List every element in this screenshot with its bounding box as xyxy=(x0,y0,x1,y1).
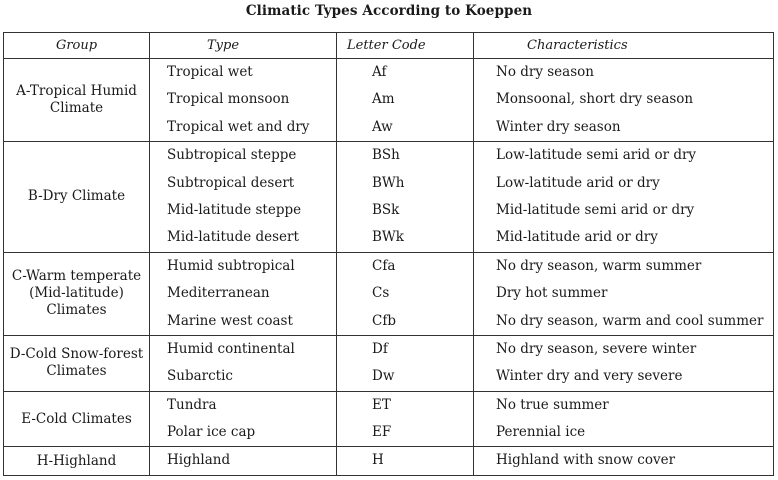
type-value: Highland xyxy=(167,452,231,469)
group-name: C-Warm temperate (Mid-latitude) Climates xyxy=(4,252,150,335)
characteristics-value: Winter dry and very severe xyxy=(496,368,683,385)
table-row xyxy=(4,447,774,475)
type-value: Mid-latitude desert xyxy=(167,229,299,246)
characteristics-value: Mid-latitude arid or dry xyxy=(496,229,658,246)
code-value: BWh xyxy=(372,174,405,191)
characteristics-value: Low-latitude arid or dry xyxy=(496,174,660,191)
code-cell xyxy=(337,391,474,447)
type-value: Subarctic xyxy=(167,368,233,385)
type-value: Marine west coast xyxy=(167,312,293,329)
type-value: Tundra xyxy=(167,396,217,413)
code-value: H xyxy=(372,452,384,469)
type-value: Tropical wet and dry xyxy=(167,118,310,135)
code-value: Cfa xyxy=(372,257,396,274)
type-cell xyxy=(150,335,337,391)
code-value: Af xyxy=(372,64,387,80)
code-value: Am xyxy=(372,91,395,108)
characteristics-value: Dry hot summer xyxy=(496,285,608,302)
type-value: Humid subtropical xyxy=(167,257,295,274)
table-row xyxy=(4,335,774,391)
type-cell xyxy=(150,142,337,253)
code-value: Cs xyxy=(372,285,390,302)
type-value: Humid continental xyxy=(167,340,295,357)
characteristics-value: No dry season, warm summer xyxy=(496,257,702,274)
group-name: E-Cold Climates xyxy=(4,391,150,447)
type-value: Tropical monsoon xyxy=(167,91,290,108)
characteristics-value: No dry season, severe winter xyxy=(496,340,697,357)
type-cell xyxy=(150,252,337,335)
code-cell xyxy=(337,252,474,335)
group-name: D-Cold Snow-forest Climates xyxy=(4,335,150,391)
characteristics-value: Highland with snow cover xyxy=(496,452,676,469)
code-value: BSh xyxy=(372,147,400,164)
characteristics-cell xyxy=(474,391,774,447)
code-value: Cfb xyxy=(372,312,396,329)
table-row xyxy=(4,252,774,335)
header-characteristics: Characteristics xyxy=(474,33,774,59)
group-name: B-Dry Climate xyxy=(4,142,150,253)
characteristics-value: No dry season xyxy=(496,64,594,80)
code-value: EF xyxy=(372,424,392,441)
code-value: BWk xyxy=(372,229,404,246)
code-cell xyxy=(337,447,474,475)
type-value: Mid-latitude steppe xyxy=(167,201,302,218)
code-value: Aw xyxy=(372,118,393,135)
header-letter-code: Letter Code xyxy=(337,33,474,59)
characteristics-value: Low-latitude semi arid or dry xyxy=(496,147,697,164)
header-row xyxy=(4,33,774,59)
code-value: Df xyxy=(372,340,388,357)
characteristics-value: Mid-latitude semi arid or dry xyxy=(496,201,695,218)
header-type: Type xyxy=(150,33,337,59)
characteristics-value: Perennial ice xyxy=(496,424,586,441)
table-title: Climatic Types According to Koeppen xyxy=(245,3,533,19)
code-cell xyxy=(337,335,474,391)
type-value: Tropical wet xyxy=(167,64,253,80)
table-row xyxy=(4,391,774,447)
group-name: H-Highland xyxy=(4,447,150,475)
koeppen-table xyxy=(3,32,774,476)
characteristics-cell xyxy=(474,447,774,475)
type-cell xyxy=(150,59,337,142)
table-row xyxy=(4,59,774,142)
characteristics-cell xyxy=(474,335,774,391)
characteristics-cell xyxy=(474,59,774,142)
type-value: Subtropical desert xyxy=(167,174,295,191)
characteristics-value: Winter dry season xyxy=(496,118,621,135)
code-value: BSk xyxy=(372,201,400,218)
characteristics-cell xyxy=(474,142,774,253)
header-group: Group xyxy=(4,33,150,59)
characteristics-value: Monsoonal, short dry season xyxy=(496,91,694,108)
characteristics-value: No true summer xyxy=(496,396,609,413)
type-value: Mediterranean xyxy=(167,285,270,302)
type-value: Subtropical steppe xyxy=(167,147,297,164)
characteristics-value: No dry season, warm and cool summer xyxy=(496,312,764,329)
type-cell xyxy=(150,447,337,475)
characteristics-cell xyxy=(474,252,774,335)
table-row xyxy=(4,142,774,253)
code-value: Dw xyxy=(372,368,395,385)
type-cell xyxy=(150,391,337,447)
code-cell xyxy=(337,59,474,142)
code-value: ET xyxy=(372,396,391,413)
type-value: Polar ice cap xyxy=(167,424,256,441)
group-name: A-Tropical Humid Climate xyxy=(4,59,150,142)
code-cell xyxy=(337,142,474,253)
